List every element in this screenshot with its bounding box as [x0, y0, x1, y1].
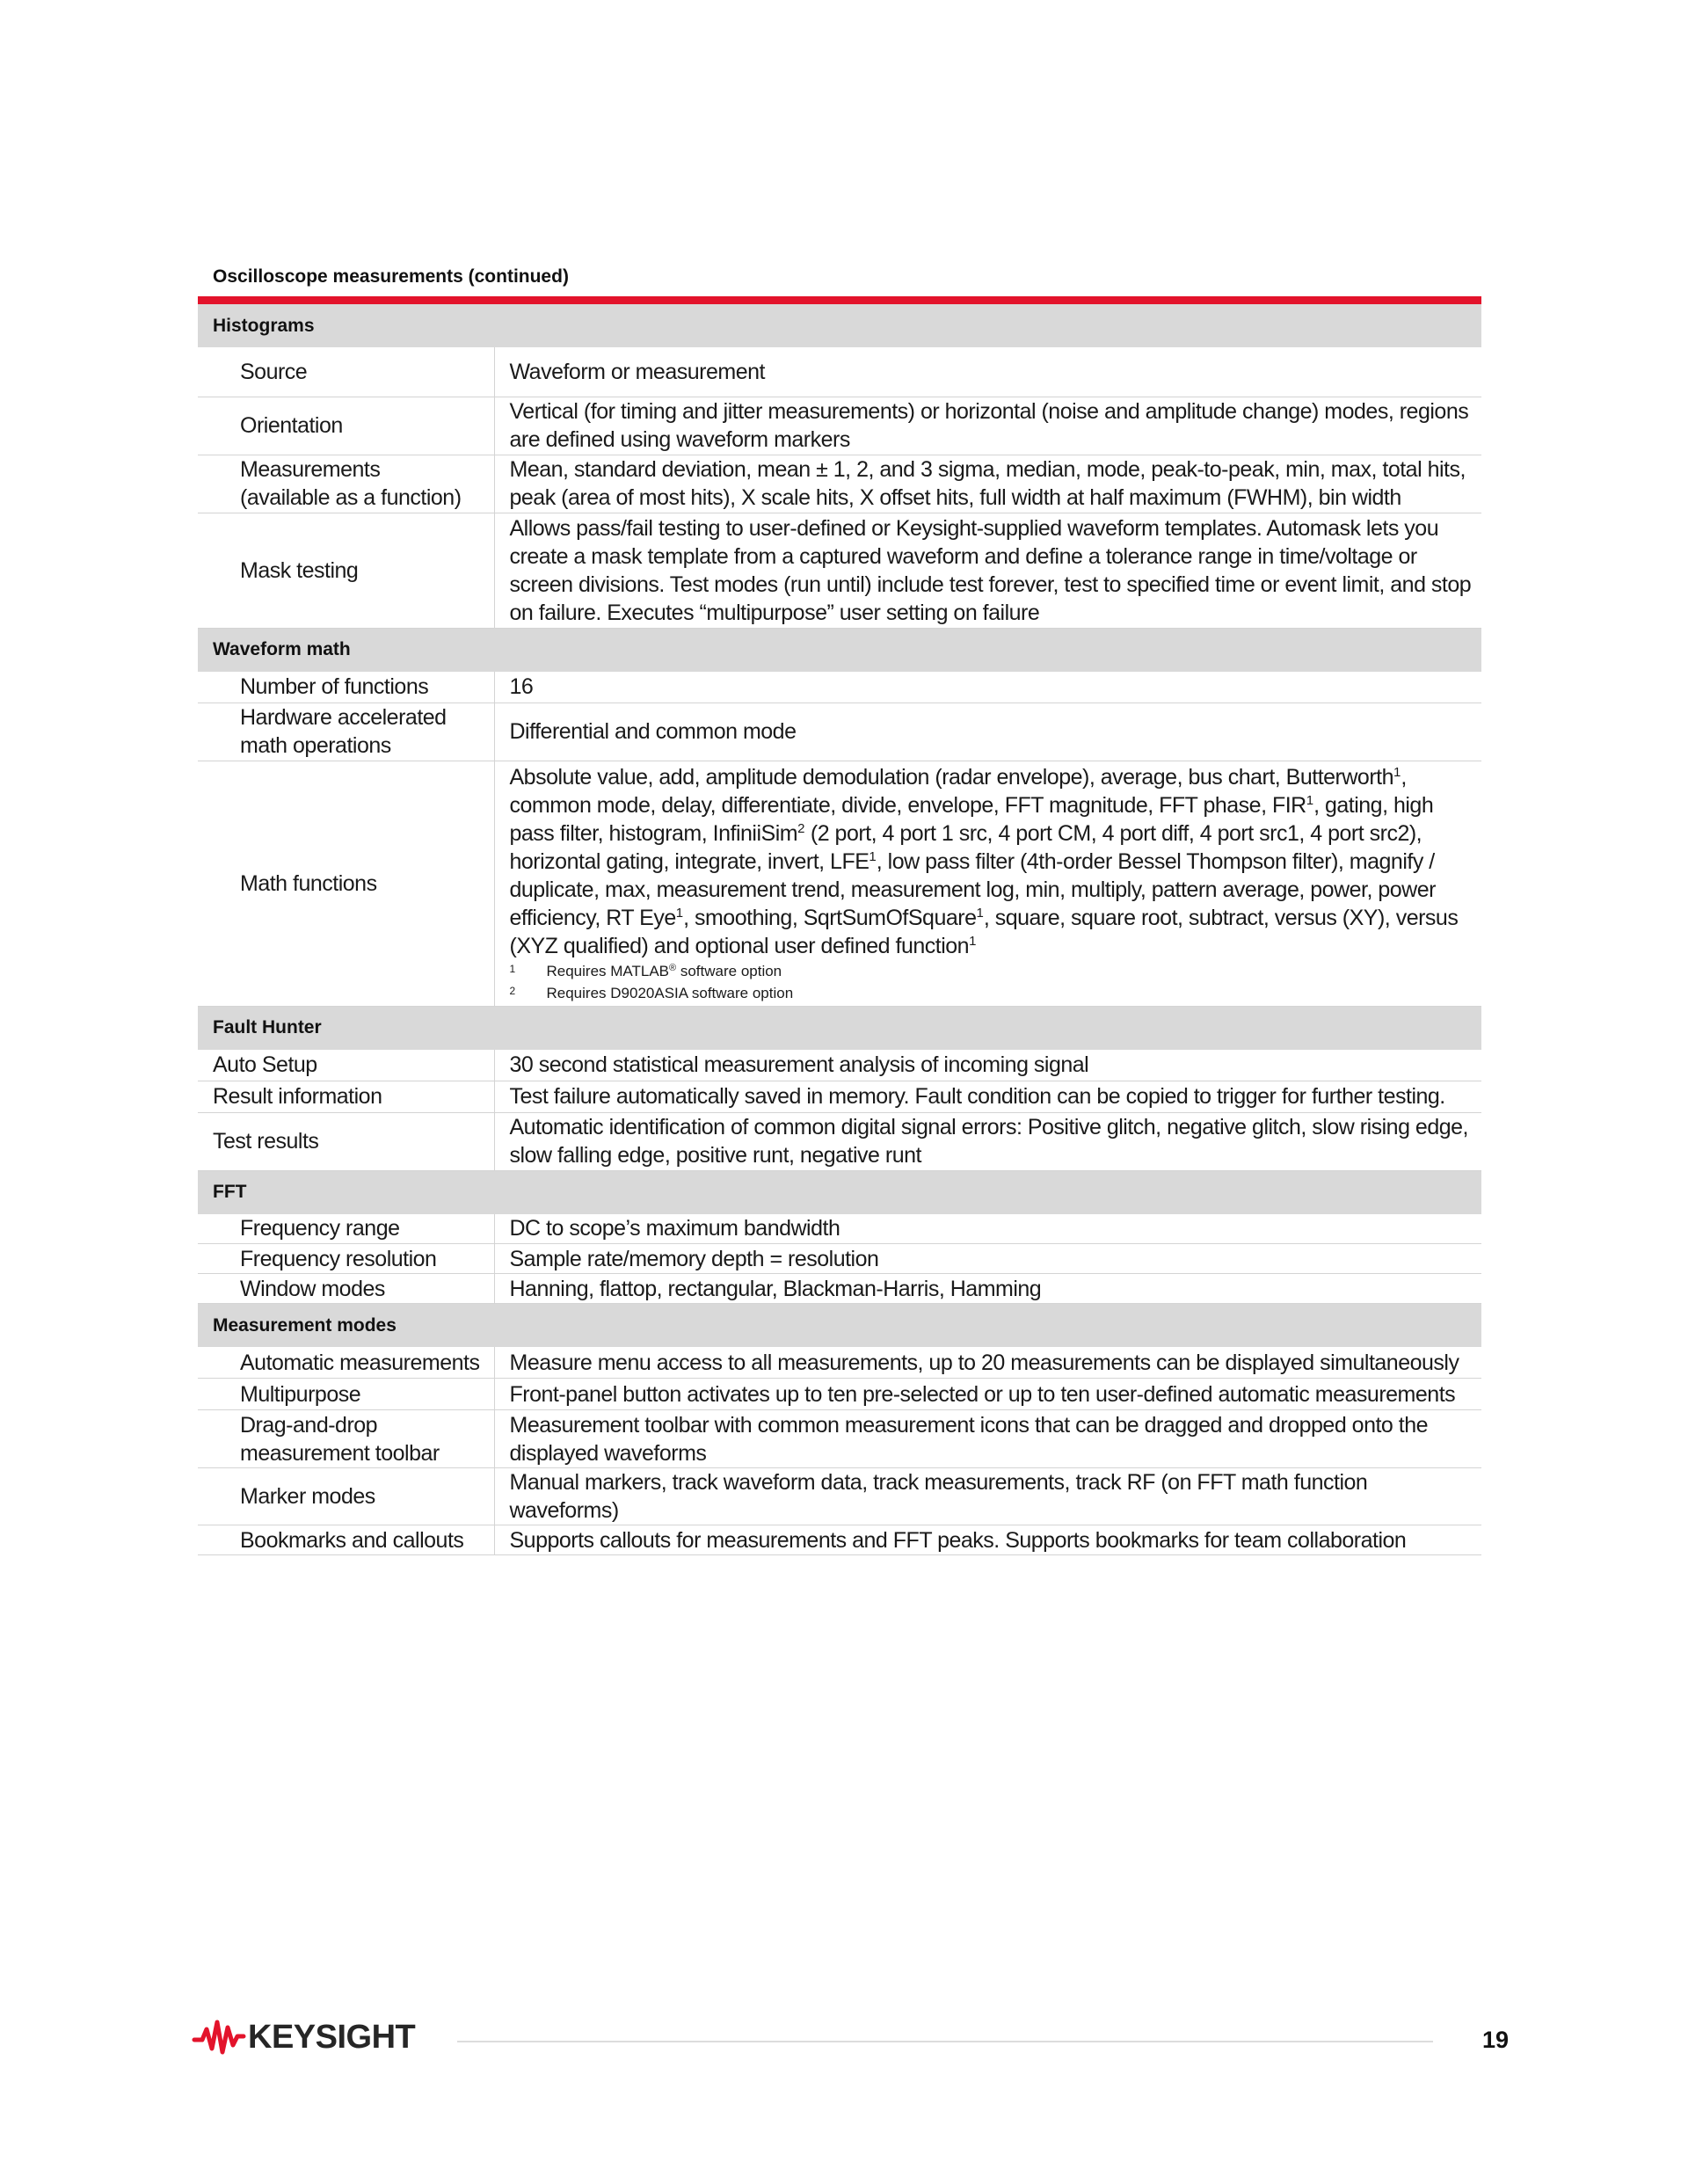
footnote: 2 Requires D9020ASIA software option	[509, 984, 794, 1001]
row-label: Bookmarks and callouts	[198, 1525, 494, 1555]
keysight-logo	[192, 2019, 415, 2056]
row-label: Number of functions	[198, 672, 494, 703]
row-value: DC to scope’s maximum bandwidth	[494, 1214, 1481, 1244]
row-value: Supports callouts for measurements and FFT peaks. Supports bookmarks for team collaboration	[494, 1525, 1481, 1555]
row-value: Allows pass/fail testing to user-defined or Keysight-supplied waveform templates. Automask lets you create a mask template from a captured waveform and define a tolerance range in time/voltage or screen divisions. Test modes (run until) include test forever, test to specified time or event limit, and stop on failure. Executes “multipurpose” user setting on failure	[494, 513, 1481, 628]
row-value: Automatic identification of common digital signal errors: Positive glitch, negative glitch, slow rising edge, slow falling edge, positive runt, negative runt	[494, 1112, 1481, 1170]
row-label-line: math operations	[240, 733, 391, 758]
table-row	[198, 347, 1481, 397]
footer-rule	[457, 2041, 1433, 2042]
row-label: Mask testing	[198, 513, 494, 628]
row-label: Auto Setup	[198, 1050, 494, 1081]
fault-hunter-heading: Fault Hunter	[198, 1006, 1481, 1050]
table-row	[198, 1081, 1481, 1112]
row-value: Manual markers, track waveform data, track measurements, track RF (on FFT math function waveforms)	[494, 1468, 1481, 1525]
table-row	[198, 1347, 1481, 1379]
table-row	[198, 1274, 1481, 1304]
title-rule	[198, 296, 1481, 304]
table-row	[198, 672, 1481, 703]
row-value: Waveform or measurement	[494, 347, 1481, 397]
row-label: Math functions	[198, 761, 494, 1006]
table-row	[198, 1468, 1481, 1525]
histograms-header	[198, 304, 1481, 347]
table-row	[198, 703, 1481, 761]
table-row	[198, 1244, 1481, 1274]
row-value: Sample rate/memory depth = resolution	[494, 1244, 1481, 1274]
row-label-line: measurement toolbar	[240, 1440, 440, 1466]
row-value: Differential and common mode	[494, 703, 1481, 761]
table-row	[198, 1525, 1481, 1555]
row-label	[198, 1410, 494, 1468]
measurement-modes-header	[198, 1304, 1481, 1348]
table-row	[198, 397, 1481, 455]
row-label: Source	[198, 347, 494, 397]
table-row	[198, 761, 1481, 1006]
row-value: Hanning, flattop, rectangular, Blackman-Harris, Hamming	[494, 1274, 1481, 1304]
table-row	[198, 1050, 1481, 1081]
table-row	[198, 513, 1481, 628]
row-label	[198, 703, 494, 761]
table-row	[198, 1214, 1481, 1244]
row-label-line: Hardware accelerated	[240, 705, 447, 730]
row-value: Measurement toolbar with common measurement icons that can be dragged and dropped onto the displayed waveforms	[494, 1410, 1481, 1468]
math-functions-text: Absolute value, add, amplitude demodulation (radar envelope), average, bus chart, Butterworth$^1$, common mode, delay, differentiate, divide, envelope, FFT magnitude, FFT phase, FIR$^1$, gating, high pass filter, histogram, InfiniiSim$^2$ (2 port, 4 port 1 src, 4 port CM, 4 port diff, 4 port src1, 4 port src2), horizontal gating, integrate, invert, LFE$^1$, low pass filter (4th-order Bessel Thompson filter), magnify / duplicate, max, measurement trend, measurement log, min, multiply, pattern average, power, power efficiency, RT Eye$^1$, smoothing, SqrtSumOfSquare$^1$, square, square root, subtract, versus (XY), versus (XYZ qualified) and optional user defined function$^1$	[509, 764, 1459, 958]
row-label: Result information	[198, 1081, 494, 1112]
row-value: Front-panel button activates up to ten pre-selected or up to ten user-defined automatic measurements	[494, 1379, 1481, 1410]
histograms-heading: Histograms	[198, 304, 1481, 347]
row-value: Vertical (for timing and jitter measurements) or horizontal (noise and amplitude change) modes, regions are defined using waveform markers	[494, 397, 1481, 455]
footnote: 1 Requires MATLAB® software option	[509, 962, 782, 979]
row-value: Test failure automatically saved in memory. Fault condition can be copied to trigger for further testing.	[494, 1081, 1481, 1112]
table-row	[198, 455, 1481, 513]
row-value: 30 second statistical measurement analysis of incoming signal	[494, 1050, 1481, 1081]
spec-table	[198, 304, 1481, 1555]
row-label: Test results	[198, 1112, 494, 1170]
fft-heading: FFT	[198, 1170, 1481, 1214]
row-value: Mean, standard deviation, mean ± 1, 2, and 3 sigma, median, mode, peak-to-peak, min, max, total hits, peak (area of most hits), X scale hits, X offset hits, full width at half maximum (FWHM), bin width	[494, 455, 1481, 513]
math-functions-value	[494, 761, 1481, 1006]
row-value: 16	[494, 672, 1481, 703]
row-label: Marker modes	[198, 1468, 494, 1525]
table-row	[198, 1379, 1481, 1410]
row-label-line: Drag-and-drop	[240, 1412, 378, 1438]
row-label: Window modes	[198, 1274, 494, 1304]
row-label: Frequency range	[198, 1214, 494, 1244]
fault-hunter-header	[198, 1006, 1481, 1050]
row-label: Frequency resolution	[198, 1244, 494, 1274]
section-title: Oscilloscope measurements (continued)	[213, 266, 569, 287]
row-value: Measure menu access to all measurements, up to 20 measurements can be displayed simultaneously	[494, 1347, 1481, 1379]
fft-header	[198, 1170, 1481, 1214]
waveform-logo-icon	[192, 2019, 246, 2056]
row-label: Orientation	[198, 397, 494, 455]
row-label-line: Measurements	[240, 457, 381, 482]
brand-name: KEYSIGHT	[248, 2018, 416, 2056]
measurement-modes-heading: Measurement modes	[198, 1304, 1481, 1348]
row-label	[198, 455, 494, 513]
table-row	[198, 1410, 1481, 1468]
row-label: Automatic measurements	[198, 1347, 494, 1379]
waveform-math-heading: Waveform math	[198, 628, 1481, 672]
table-row	[198, 1112, 1481, 1170]
row-label: Multipurpose	[198, 1379, 494, 1410]
page-number: 19	[1482, 2027, 1510, 2053]
row-label-line: (available as a function)	[240, 485, 462, 510]
waveform-math-header	[198, 628, 1481, 672]
